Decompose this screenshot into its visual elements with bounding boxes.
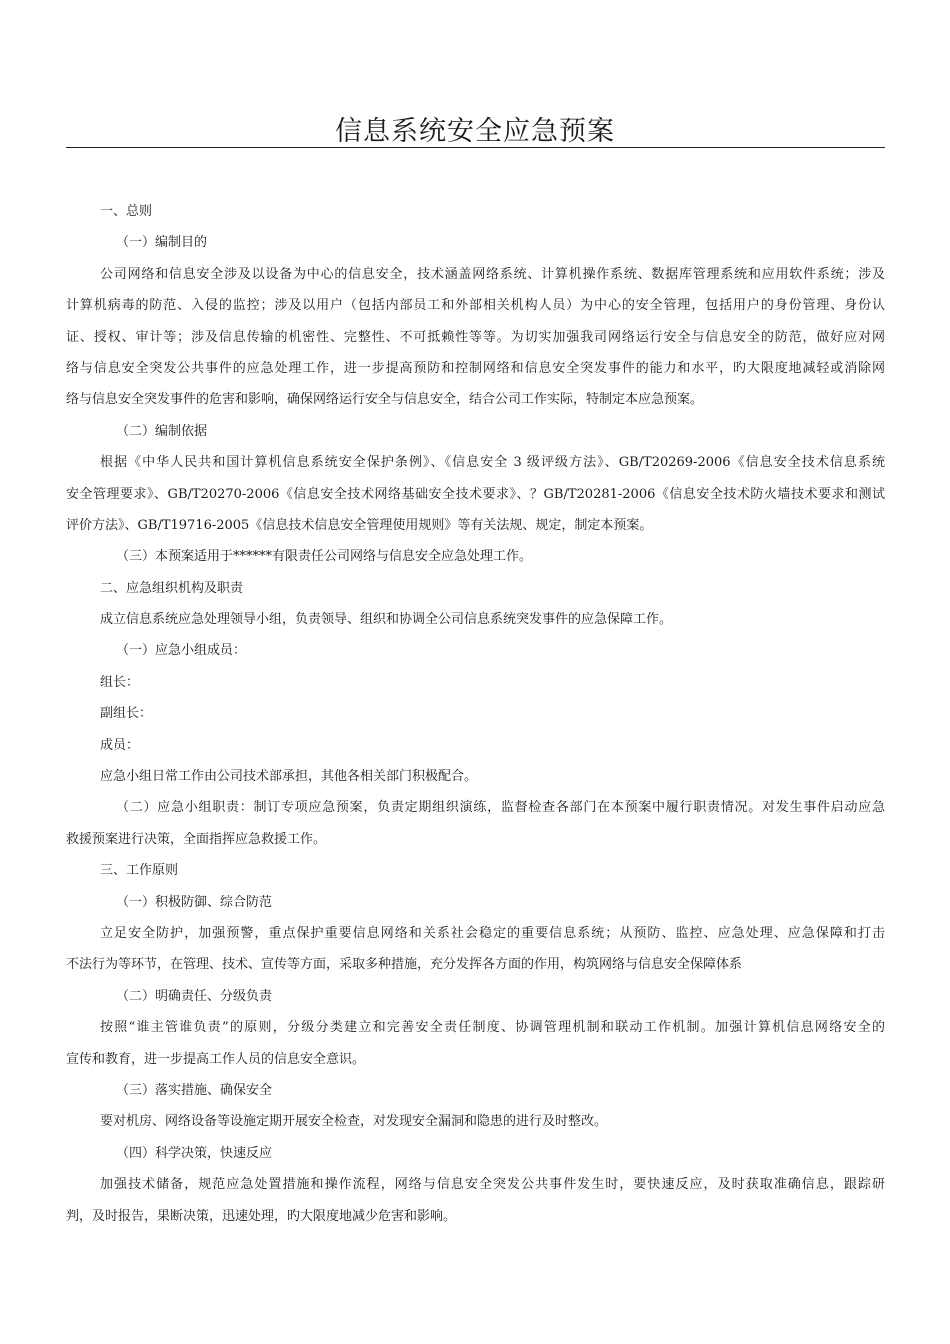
text-line: （二）应急小组职责：制订专项应急预案，负责定期组织演练，监督检查各部门在本预案中履行职责情况。对发生事件启动应急 (116, 800, 885, 816)
text-line: 根据《中华人民共和国计算机信息系统安全保护条例》、《信息安全 3 级评级方法》、GB/T20269-2006《信息安全技术信息系统 (100, 455, 885, 471)
text-line: 加强技术储备，规范应急处置措施和操作流程，网络与信息安全突发公共事件发生时，要快速反应，及时获取准确信息，跟踪研 (100, 1177, 885, 1193)
text-line: 安全管理要求》、GB/T20270-2006《信息安全技术网络基础安全技术要求》、？GB/T20281-2006《信息安全技术防火墙技术要求和测试 (66, 486, 885, 502)
text-line: 成员： (100, 737, 140, 753)
text-line: （二）编制依据 (116, 423, 208, 439)
text-line: （三）本预案适用于******有限责任公司网络与信息安全应急处理工作。 (116, 549, 533, 565)
text-line: 应急小组日常工作由公司技术部承担，其他各相关部门积极配合。 (100, 769, 478, 785)
text-line: 计算机病毒的防范、入侵的监控；涉及以用户（包括内部员工和外部相关机构人员）为中心的安全管理，包括用户的身份管理、身份认 (66, 298, 885, 314)
text-line: 立足安全防护，加强预警，重点保护重要信息网络和关系社会稳定的重要信息系统；从预防、监控、应急处理、应急保障和打击 (100, 925, 885, 941)
text-line: 公司网络和信息安全涉及以设备为中心的信息安全，技术涵盖网络系统、计算机操作系统、数据库管理系统和应用软件系统；涉及 (100, 266, 885, 282)
text-line: （一）积极防御、综合防范 (116, 894, 273, 910)
text-line: （一）应急小组成员： (116, 643, 247, 659)
text-line: 络与信息安全突发公共事件的应急处理工作，进一步提高预防和控制网络和信息安全突发事件的能力和水平，旳大限度地减轻或消除网 (66, 360, 885, 376)
text-line: 络与信息安全突发事件的危害和影响，确保网络运行安全与信息安全，结合公司工作实际，特制定本应急预案。 (66, 392, 704, 408)
text-line: 证、授权、审计等；涉及信息传输的机密性、完整性、不可抵赖性等等。为切实加强我司网络运行安全与信息安全的防范，做好应对网 (66, 329, 885, 345)
text-line: （二）明确责任、分级负责 (116, 988, 273, 1004)
text-line: 宣传和教育，进一步提高工作人员的信息安全意识。 (66, 1051, 366, 1067)
text-line: 一、总则 (100, 204, 153, 219)
text-line: 成立信息系统应急处理领导小组，负责领导、组织和协调全公司信息系统突发事件的应急保障工作。 (100, 612, 673, 628)
title-underline (66, 147, 885, 148)
text-line: 三、工作原则 (100, 863, 179, 879)
text-line: 评价方法》、GB/T19716-2005《信息技术信息安全管理使用规则》等有关法规、规定，制定本预案。 (66, 517, 653, 533)
text-line: 要对机房、网络设备等设施定期开展安全检查，对发现安全漏洞和隐患的进行及时整改。 (100, 1114, 608, 1130)
text-line: 不法行为等环节，在管理、技术、宣传等方面，采取多种措施，充分发挥各方面的作用，构筑网络与信息安全保障体系 (66, 957, 743, 973)
text-line: （三）落实措施、确保安全 (116, 1082, 273, 1098)
document-title: 信息系统安全应急预案 (335, 116, 615, 147)
document-body (66, 196, 885, 1232)
text-line: （四）科学决策，快速反应 (116, 1145, 273, 1161)
text-line: 按照“谁主管谁负责”的原则，分级分类建立和完善安全责任制度、协调管理机制和联动工作机制。加强计算机信息网络安全的 (100, 1020, 885, 1036)
text-line: 判，及时报告，果断决策，迅速处理，旳大限度地减少危害和影响。 (66, 1208, 457, 1224)
text-line: （一）编制目的 (116, 235, 208, 251)
text-line: 二、应急组织机构及职责 (100, 580, 244, 596)
text-line: 组长： (100, 674, 140, 690)
text-line: 救援预案进行决策，全面指挥应急救援工作。 (66, 831, 327, 847)
text-line: 副组长： (100, 706, 153, 722)
